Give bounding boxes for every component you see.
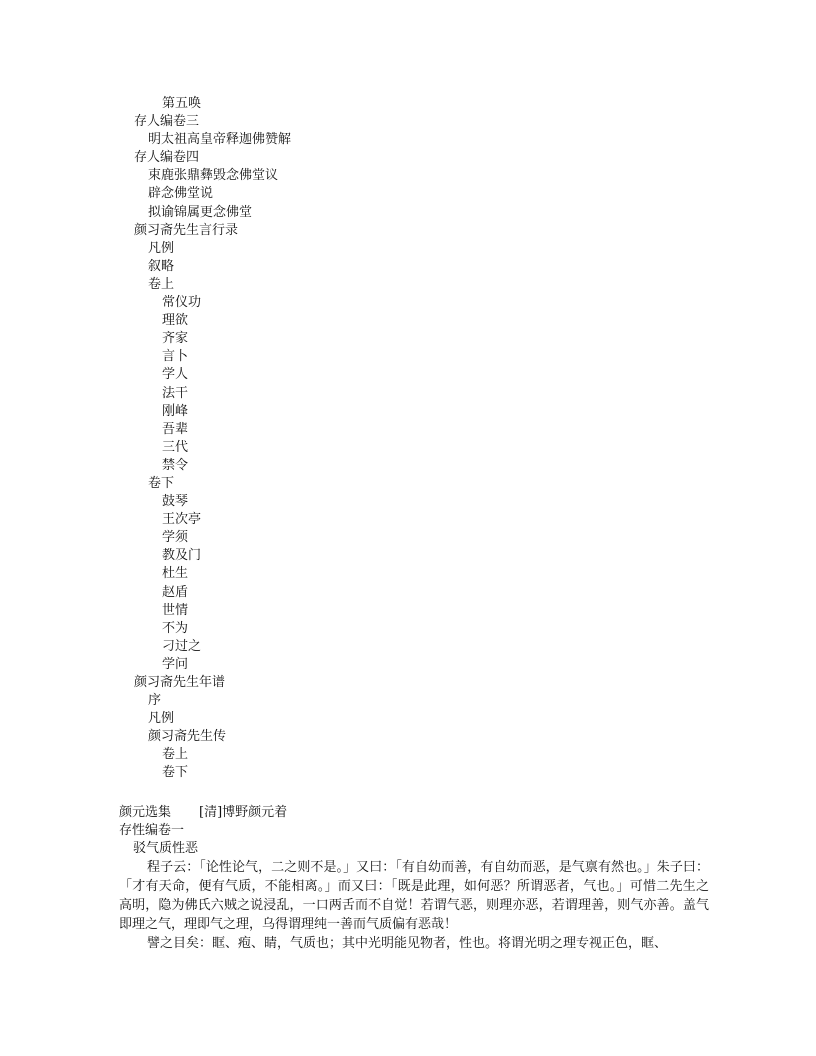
toc-entry[interactable]: 法干	[162, 385, 189, 401]
toc-entry[interactable]: 理欲	[162, 313, 189, 329]
toc-entry[interactable]: 学问	[162, 656, 189, 672]
toc-entry[interactable]: 常仪功	[162, 295, 202, 311]
section-heading: 驳气质性恶	[133, 841, 199, 857]
toc-entry[interactable]: 赵盾	[162, 584, 189, 600]
toc-entry[interactable]: 颜习斋先生言行录	[134, 222, 239, 238]
book-title: 颜元选集	[119, 805, 172, 820]
book-author: [清]博野颜元着	[199, 805, 288, 820]
toc-entry[interactable]: 序	[148, 693, 162, 709]
volume-heading: 存性编卷一	[119, 823, 185, 839]
table-of-contents	[0, 95, 816, 783]
toc-entry[interactable]: 卷上	[148, 276, 175, 292]
toc-entry[interactable]: 卷下	[162, 765, 189, 781]
toc-entry[interactable]: 三代	[162, 439, 189, 455]
toc-entry[interactable]: 禁令	[162, 457, 189, 473]
book-header	[119, 804, 709, 822]
toc-entry[interactable]: 刚峰	[162, 403, 189, 419]
toc-entry[interactable]: 叙略	[148, 258, 175, 274]
toc-entry[interactable]: 齐家	[162, 331, 189, 347]
toc-entry[interactable]: 世情	[162, 602, 189, 618]
toc-entry[interactable]: 颜习斋先生年谱	[134, 675, 226, 690]
body-paragraph: 譬之目矣：眶、疱、睛，气质也；其中光明能见物者，性也。将谓光明之理专视正色，眶、	[147, 936, 668, 952]
document-body	[119, 804, 709, 953]
toc-entry[interactable]: 存人编卷三	[134, 114, 200, 130]
toc-entry[interactable]: 束鹿张鼎彝毁念佛堂议	[148, 168, 279, 184]
body-paragraph: 程子云：「论性论气，二之则不是。」又曰：「有自幼而善，有自幼而恶，是气禀有然也。」朱子曰：「才有天命，便有气质，不能相离。」而又曰：「既是此理，如何恶？所谓恶者，气也。」可惜二先生之高明，隐为佛氏六贼之说浸乱，一口两舌而不自觉！若谓气恶，则理亦恶，若谓理善，则气亦善。盖气即理之气，理即气之理，乌得谓理纯一善而气质偏有恶哉！	[119, 860, 709, 933]
toc-entry[interactable]: 杜生	[162, 566, 189, 582]
toc-entry[interactable]: 拟谕锦属更念佛堂	[148, 204, 253, 220]
toc-entry[interactable]: 学须	[162, 530, 189, 546]
toc-entry[interactable]: 吾辈	[162, 421, 189, 437]
toc-entry[interactable]: 颜习斋先生传	[148, 729, 227, 745]
toc-entry[interactable]: 鼓琴	[162, 494, 189, 510]
toc-entry[interactable]: 第五唤	[162, 96, 202, 111]
toc-entry[interactable]: 凡例	[148, 240, 175, 256]
toc-entry[interactable]: 卷上	[162, 747, 189, 763]
toc-entry[interactable]: 辟念佛堂说	[148, 186, 214, 202]
toc-entry[interactable]: 教及门	[162, 548, 202, 564]
toc-entry[interactable]: 不为	[162, 620, 189, 636]
toc-entry[interactable]: 言卜	[162, 349, 189, 365]
toc-entry[interactable]: 王次亭	[162, 512, 202, 528]
toc-entry[interactable]: 凡例	[148, 711, 175, 727]
toc-entry[interactable]: 学人	[162, 367, 189, 383]
toc-entry[interactable]: 刁过之	[162, 638, 202, 654]
toc-entry[interactable]: 明太祖高皇帝释迦佛赞解	[148, 132, 292, 148]
toc-entry[interactable]: 卷下	[148, 475, 175, 491]
toc-entry[interactable]: 存人编卷四	[134, 150, 200, 166]
